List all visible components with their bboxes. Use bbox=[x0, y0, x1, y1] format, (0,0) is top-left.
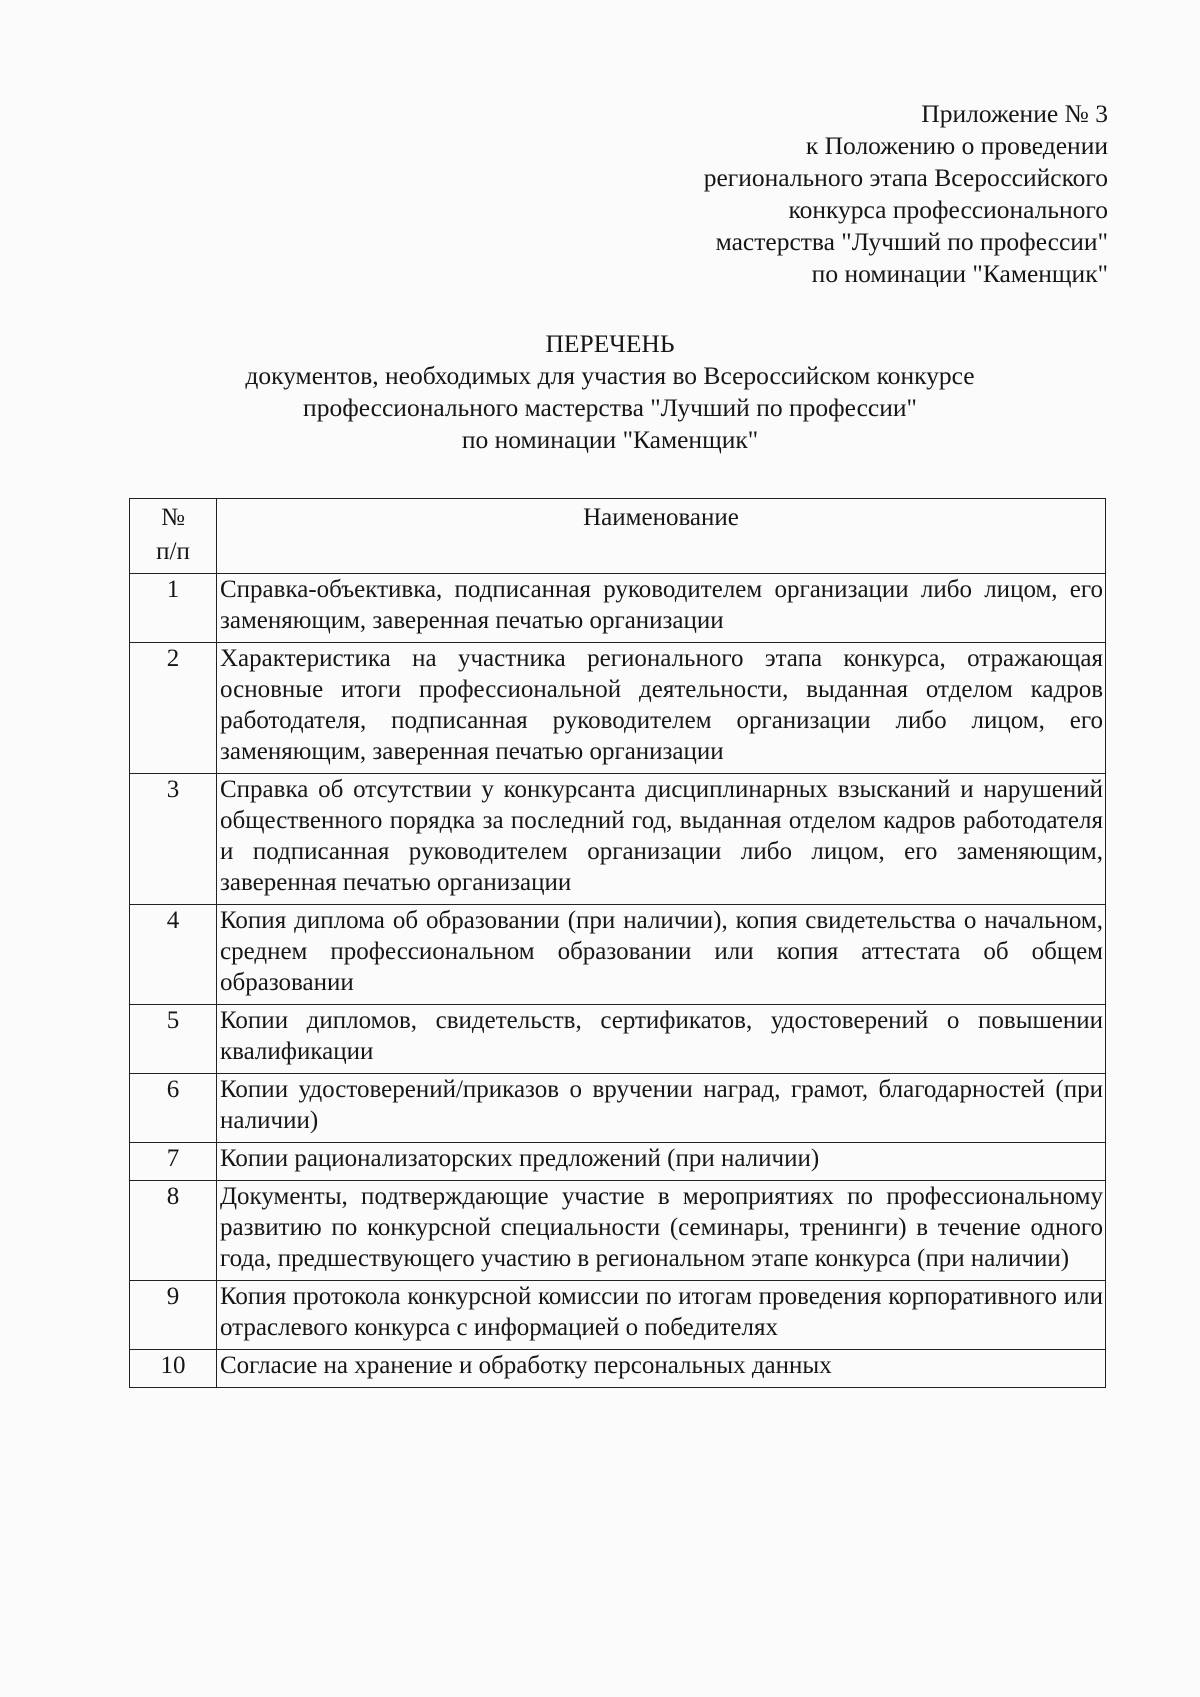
table-row bbox=[130, 1143, 1106, 1181]
table-row bbox=[130, 643, 1106, 774]
appendix-line: регионального этапа Всероссийского bbox=[703, 163, 1108, 192]
table-row bbox=[130, 574, 1106, 643]
row-text: Копия диплома об образовании (при наличии), копия свидетельства о начальном, среднем профессиональном образовании или копия аттестата об общем образовании bbox=[217, 905, 1106, 1005]
row-number: 7 bbox=[130, 1143, 217, 1181]
documents-table bbox=[129, 498, 1106, 1388]
row-number: 3 bbox=[130, 774, 217, 905]
table-row bbox=[130, 1181, 1106, 1281]
appendix-line: конкурса профессионального bbox=[788, 195, 1108, 224]
appendix-reference bbox=[704, 98, 1108, 290]
column-header-number bbox=[130, 499, 217, 574]
row-text: Справка-объективка, подписанная руководителем организации либо лицом, его заменяющим, заверенная печатью организации bbox=[217, 574, 1106, 643]
title-heading: ПЕРЕЧЕНЬ bbox=[545, 329, 675, 358]
row-number: 5 bbox=[130, 1005, 217, 1074]
column-header-number-line1: № bbox=[161, 504, 185, 531]
column-header-number-line2: п/п bbox=[156, 538, 190, 565]
title-line: по номинации "Каменщик" bbox=[461, 425, 759, 454]
row-text: Копии рационализаторских предложений (при наличии) bbox=[217, 1143, 1106, 1181]
row-number: 2 bbox=[130, 643, 217, 774]
table-row bbox=[130, 1350, 1106, 1388]
title-line: профессионального мастерства "Лучший по профессии" bbox=[303, 393, 917, 422]
appendix-line: к Положению о проведении bbox=[805, 131, 1108, 160]
row-number: 1 bbox=[130, 574, 217, 643]
table-row bbox=[130, 1005, 1106, 1074]
table-header-row bbox=[130, 499, 1106, 574]
row-text: Характеристика на участника регионального этапа конкурса, отражающая основные итоги профессиональной деятельности, выданная отделом кадров работодателя, подписанная руководителем организации либо лицом, его заменяющим, заверенная печатью организации bbox=[217, 643, 1106, 774]
row-text: Документы, подтверждающие участие в мероприятиях по профессиональному развитию по конкурсной специальности (семинары, тренинги) в течение одного года, предшествующего участию в региональном этапе конкурса (при наличии) bbox=[217, 1181, 1106, 1281]
appendix-line: по номинации "Каменщик" bbox=[811, 259, 1108, 288]
table-row bbox=[130, 1074, 1106, 1143]
title-line: документов, необходимых для участия во Всероссийском конкурсе bbox=[245, 361, 975, 390]
row-number: 6 bbox=[130, 1074, 217, 1143]
table-row bbox=[130, 774, 1106, 905]
row-number: 4 bbox=[130, 905, 217, 1005]
table-row bbox=[130, 1281, 1106, 1350]
appendix-line: Приложение № 3 bbox=[921, 99, 1108, 128]
document-title bbox=[120, 328, 1100, 456]
row-number: 8 bbox=[130, 1181, 217, 1281]
row-text: Копия протокола конкурсной комиссии по итогам проведения корпоративного или отраслевого конкурса с информацией о победителях bbox=[217, 1281, 1106, 1350]
row-text: Справка об отсутствии у конкурсанта дисциплинарных взысканий и нарушений общественного порядка за последний год, выданная отделом кадров работодателя и подписанная руководителем организации либо лицом, его заменяющим, заверенная печатью организации bbox=[217, 774, 1106, 905]
column-header-name: Наименование bbox=[217, 499, 1106, 574]
row-text: Копии дипломов, свидетельств, сертификатов, удостоверений о повышении квалификации bbox=[217, 1005, 1106, 1074]
row-number: 10 bbox=[130, 1350, 217, 1388]
row-text: Копии удостоверений/приказов о вручении наград, грамот, благодарностей (при наличии) bbox=[217, 1074, 1106, 1143]
row-number: 9 bbox=[130, 1281, 217, 1350]
appendix-line: мастерства "Лучший по профессии" bbox=[715, 227, 1108, 256]
row-text: Согласие на хранение и обработку персональных данных bbox=[217, 1350, 1106, 1388]
table-row bbox=[130, 905, 1106, 1005]
